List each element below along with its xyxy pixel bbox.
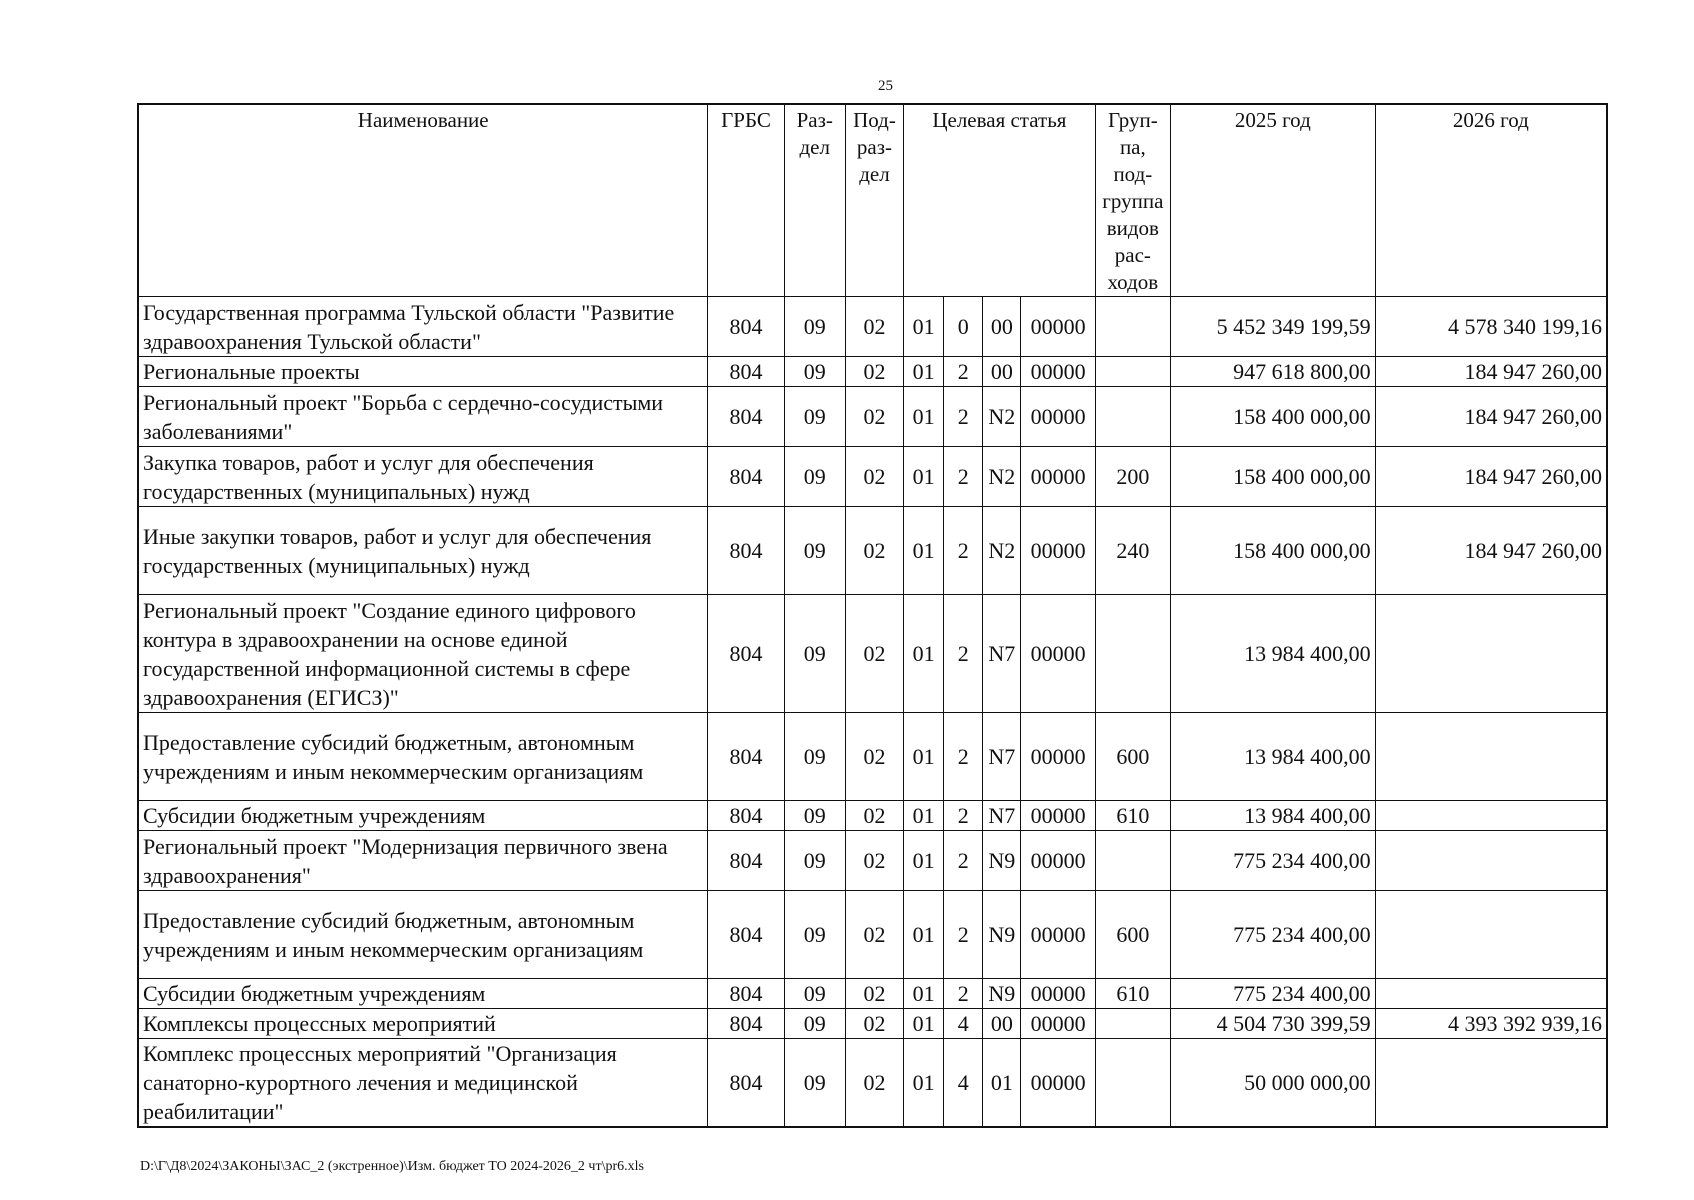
target-item-code: 00000 xyxy=(1021,507,1095,595)
podrazdel-code: 02 xyxy=(845,891,903,979)
target-project-code: N7 xyxy=(983,595,1021,713)
grbs-code: 804 xyxy=(708,713,784,801)
budget-table xyxy=(137,103,1608,1128)
target-direction-code: 2 xyxy=(944,357,983,387)
table-row xyxy=(138,1009,1607,1039)
target-project-code: N2 xyxy=(983,507,1021,595)
target-program-code: 01 xyxy=(904,447,944,507)
amount-2025: 13 984 400,00 xyxy=(1170,595,1375,713)
target-project-code: N7 xyxy=(983,801,1021,831)
amount-2025: 5 452 349 199,59 xyxy=(1170,297,1375,357)
amount-2026 xyxy=(1375,1039,1607,1128)
expense-group-code xyxy=(1095,595,1170,713)
target-program-code: 01 xyxy=(904,297,944,357)
amount-2025: 158 400 000,00 xyxy=(1170,507,1375,595)
expense-group-code xyxy=(1095,297,1170,357)
target-project-code: N9 xyxy=(983,979,1021,1009)
table-row xyxy=(138,297,1607,357)
header-name: Наименование xyxy=(138,104,708,297)
amount-2026 xyxy=(1375,595,1607,713)
expense-group-code: 200 xyxy=(1095,447,1170,507)
table-row xyxy=(138,1039,1607,1128)
row-name: Предоставление субсидий бюджетным, автономным учреждениям и иным некоммерческим организациям xyxy=(138,891,708,979)
expense-group-code xyxy=(1095,1039,1170,1128)
target-direction-code: 4 xyxy=(944,1009,983,1039)
header-razdel: Раз- дел xyxy=(784,104,845,297)
podrazdel-code: 02 xyxy=(845,1009,903,1039)
target-project-code: N9 xyxy=(983,831,1021,891)
target-item-code: 00000 xyxy=(1021,713,1095,801)
target-program-code: 01 xyxy=(904,1039,944,1128)
amount-2025: 50 000 000,00 xyxy=(1170,1039,1375,1128)
table-row xyxy=(138,801,1607,831)
table-row xyxy=(138,595,1607,713)
target-program-code: 01 xyxy=(904,831,944,891)
target-direction-code: 2 xyxy=(944,507,983,595)
target-project-code: N2 xyxy=(983,387,1021,447)
grbs-code: 804 xyxy=(708,357,784,387)
row-name: Закупка товаров, работ и услуг для обеспечения государственных (муниципальных) нужд xyxy=(138,447,708,507)
target-project-code: 01 xyxy=(983,1039,1021,1128)
target-direction-code: 2 xyxy=(944,831,983,891)
table-row xyxy=(138,387,1607,447)
podrazdel-code: 02 xyxy=(845,801,903,831)
table-row xyxy=(138,507,1607,595)
razdel-code: 09 xyxy=(784,357,845,387)
podrazdel-code: 02 xyxy=(845,1039,903,1128)
target-direction-code: 2 xyxy=(944,979,983,1009)
target-program-code: 01 xyxy=(904,387,944,447)
amount-2025: 13 984 400,00 xyxy=(1170,713,1375,801)
target-item-code: 00000 xyxy=(1021,357,1095,387)
amount-2025: 158 400 000,00 xyxy=(1170,447,1375,507)
podrazdel-code: 02 xyxy=(845,357,903,387)
row-name: Субсидии бюджетным учреждениям xyxy=(138,979,708,1009)
target-item-code: 00000 xyxy=(1021,595,1095,713)
podrazdel-code: 02 xyxy=(845,297,903,357)
razdel-code: 09 xyxy=(784,595,845,713)
table-row xyxy=(138,713,1607,801)
amount-2025: 947 618 800,00 xyxy=(1170,357,1375,387)
row-name: Комплекс процессных мероприятий "Организация санаторно-курортного лечения и медицинской реабилитации" xyxy=(138,1039,708,1128)
podrazdel-code: 02 xyxy=(845,831,903,891)
amount-2025: 775 234 400,00 xyxy=(1170,979,1375,1009)
row-name: Региональные проекты xyxy=(138,357,708,387)
amount-2026 xyxy=(1375,801,1607,831)
amount-2026: 184 947 260,00 xyxy=(1375,447,1607,507)
target-item-code: 00000 xyxy=(1021,1039,1095,1128)
amount-2026: 184 947 260,00 xyxy=(1375,357,1607,387)
razdel-code: 09 xyxy=(784,979,845,1009)
expense-group-code xyxy=(1095,1009,1170,1039)
expense-group-code: 610 xyxy=(1095,979,1170,1009)
podrazdel-code: 02 xyxy=(845,713,903,801)
page-number: 25 xyxy=(878,78,893,94)
razdel-code: 09 xyxy=(784,831,845,891)
target-program-code: 01 xyxy=(904,891,944,979)
row-name: Государственная программа Тульской области "Развитие здравоохранения Тульской области" xyxy=(138,297,708,357)
expense-group-code xyxy=(1095,357,1170,387)
header-expense-group: Груп- па, под- группа видов рас- ходов xyxy=(1095,104,1170,297)
table-row xyxy=(138,831,1607,891)
target-project-code: 00 xyxy=(983,1009,1021,1039)
grbs-code: 804 xyxy=(708,1039,784,1128)
podrazdel-code: 02 xyxy=(845,979,903,1009)
amount-2026 xyxy=(1375,713,1607,801)
razdel-code: 09 xyxy=(784,507,845,595)
amount-2026: 184 947 260,00 xyxy=(1375,387,1607,447)
amount-2026: 4 393 392 939,16 xyxy=(1375,1009,1607,1039)
grbs-code: 804 xyxy=(708,387,784,447)
grbs-code: 804 xyxy=(708,507,784,595)
grbs-code: 804 xyxy=(708,831,784,891)
target-direction-code: 2 xyxy=(944,891,983,979)
target-direction-code: 2 xyxy=(944,713,983,801)
target-program-code: 01 xyxy=(904,979,944,1009)
target-direction-code: 4 xyxy=(944,1039,983,1128)
podrazdel-code: 02 xyxy=(845,507,903,595)
target-direction-code: 2 xyxy=(944,801,983,831)
razdel-code: 09 xyxy=(784,1009,845,1039)
target-item-code: 00000 xyxy=(1021,891,1095,979)
target-program-code: 01 xyxy=(904,801,944,831)
header-grbs: ГРБС xyxy=(708,104,784,297)
table-row xyxy=(138,357,1607,387)
target-project-code: N2 xyxy=(983,447,1021,507)
expense-group-code: 610 xyxy=(1095,801,1170,831)
target-item-code: 00000 xyxy=(1021,1009,1095,1039)
amount-2026 xyxy=(1375,891,1607,979)
row-name: Комплексы процессных мероприятий xyxy=(138,1009,708,1039)
target-program-code: 01 xyxy=(904,357,944,387)
header-target-article: Целевая статья xyxy=(904,104,1096,297)
target-direction-code: 2 xyxy=(944,595,983,713)
row-name: Субсидии бюджетным учреждениям xyxy=(138,801,708,831)
razdel-code: 09 xyxy=(784,801,845,831)
target-project-code: 00 xyxy=(983,297,1021,357)
razdel-code: 09 xyxy=(784,297,845,357)
podrazdel-code: 02 xyxy=(845,595,903,713)
amount-2025: 775 234 400,00 xyxy=(1170,891,1375,979)
table-row xyxy=(138,447,1607,507)
podrazdel-code: 02 xyxy=(845,447,903,507)
amount-2026 xyxy=(1375,831,1607,891)
target-project-code: N9 xyxy=(983,891,1021,979)
target-item-code: 00000 xyxy=(1021,447,1095,507)
target-project-code: N7 xyxy=(983,713,1021,801)
header-year-2026: 2026 год xyxy=(1375,104,1607,297)
target-item-code: 00000 xyxy=(1021,801,1095,831)
amount-2026: 184 947 260,00 xyxy=(1375,507,1607,595)
table-row xyxy=(138,979,1607,1009)
expense-group-code xyxy=(1095,831,1170,891)
razdel-code: 09 xyxy=(784,891,845,979)
target-direction-code: 2 xyxy=(944,447,983,507)
grbs-code: 804 xyxy=(708,1009,784,1039)
expense-group-code: 240 xyxy=(1095,507,1170,595)
target-item-code: 00000 xyxy=(1021,979,1095,1009)
razdel-code: 09 xyxy=(784,447,845,507)
amount-2026 xyxy=(1375,979,1607,1009)
grbs-code: 804 xyxy=(708,891,784,979)
header-row xyxy=(138,104,1607,297)
target-item-code: 00000 xyxy=(1021,387,1095,447)
target-direction-code: 0 xyxy=(944,297,983,357)
amount-2026: 4 578 340 199,16 xyxy=(1375,297,1607,357)
target-item-code: 00000 xyxy=(1021,297,1095,357)
row-name: Региональный проект "Создание единого цифрового контура в здравоохранении на основе единой государственной информационной системы в сфере здравоохранения (ЕГИСЗ)" xyxy=(138,595,708,713)
header-podrazdel: Под- раз- дел xyxy=(845,104,903,297)
row-name: Региональный проект "Модернизация первичного звена здравоохранения" xyxy=(138,831,708,891)
razdel-code: 09 xyxy=(784,713,845,801)
razdel-code: 09 xyxy=(784,387,845,447)
expense-group-code xyxy=(1095,387,1170,447)
expense-group-code: 600 xyxy=(1095,713,1170,801)
row-name: Региональный проект "Борьба с сердечно-сосудистыми заболеваниями" xyxy=(138,387,708,447)
target-program-code: 01 xyxy=(904,1009,944,1039)
target-program-code: 01 xyxy=(904,595,944,713)
table-row xyxy=(138,891,1607,979)
razdel-code: 09 xyxy=(784,1039,845,1128)
podrazdel-code: 02 xyxy=(845,387,903,447)
amount-2025: 158 400 000,00 xyxy=(1170,387,1375,447)
amount-2025: 4 504 730 399,59 xyxy=(1170,1009,1375,1039)
target-program-code: 01 xyxy=(904,713,944,801)
row-name: Иные закупки товаров, работ и услуг для обеспечения государственных (муниципальных) нужд xyxy=(138,507,708,595)
target-project-code: 00 xyxy=(983,357,1021,387)
grbs-code: 804 xyxy=(708,595,784,713)
grbs-code: 804 xyxy=(708,447,784,507)
expense-group-code: 600 xyxy=(1095,891,1170,979)
file-path-footer: D:\Г\Д8\2024\ЗАКОНЫ\ЗАС_2 (экстренное)\Изм. бюджет ТО 2024-2026_2 чт\pr6.xls xyxy=(140,1159,644,1174)
grbs-code: 804 xyxy=(708,297,784,357)
amount-2025: 13 984 400,00 xyxy=(1170,801,1375,831)
grbs-code: 804 xyxy=(708,979,784,1009)
target-direction-code: 2 xyxy=(944,387,983,447)
target-program-code: 01 xyxy=(904,507,944,595)
target-item-code: 00000 xyxy=(1021,831,1095,891)
amount-2025: 775 234 400,00 xyxy=(1170,831,1375,891)
header-year-2025: 2025 год xyxy=(1170,104,1375,297)
row-name: Предоставление субсидий бюджетным, автономным учреждениям и иным некоммерческим организациям xyxy=(138,713,708,801)
grbs-code: 804 xyxy=(708,801,784,831)
